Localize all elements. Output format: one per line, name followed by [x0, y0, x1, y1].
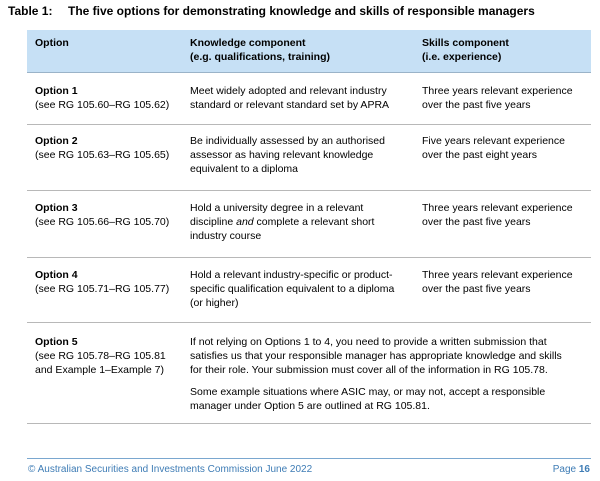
knowledge-line: Be individually assessed by an authorised: [190, 135, 385, 147]
option-cell: [35, 84, 169, 112]
option-name: Option 1: [35, 85, 78, 97]
footer-divider: [27, 458, 591, 459]
option-reference: (see RG 105.78–RG 105.81: [35, 350, 166, 362]
table-header-row: [27, 30, 591, 73]
knowledge-line: [190, 215, 425, 229]
header-skills-line2: (i.e. experience): [422, 51, 502, 63]
option-reference: (see RG 105.66–RG 105.70): [35, 216, 170, 228]
knowledge-cell: [190, 84, 425, 112]
knowledge-emphasis: and: [236, 216, 254, 228]
knowledge-line: equivalent to a diploma: [190, 163, 298, 175]
skills-line: over the past five years: [422, 99, 531, 111]
option-reference: (see RG 105.63–RG 105.65): [35, 149, 170, 161]
option-cell: [35, 268, 169, 296]
header-knowledge: [190, 36, 425, 64]
skills-cell: [422, 268, 592, 296]
option-name: Option 2: [35, 135, 78, 147]
footer-page-number: [553, 464, 590, 475]
skills-line: over the past five years: [422, 283, 531, 295]
knowledge-text: discipline: [190, 216, 237, 228]
description-line: satisfies us that your responsible manager has appropriate knowledge and skills: [190, 350, 562, 362]
option-reference: (see RG 105.71–RG 105.77): [35, 283, 170, 295]
table-row-option-5: [27, 323, 591, 424]
description-line: If not relying on Options 1 to 4, you need to provide a written submission that: [190, 336, 547, 348]
options-table: [27, 30, 591, 424]
header-skills-line1: Skills component: [422, 37, 509, 49]
description-line: Some example situations where ASIC may, or may not, accept a responsible: [190, 386, 546, 398]
knowledge-text: complete a relevant short: [253, 216, 375, 228]
skills-cell: [422, 201, 592, 229]
description-paragraph-2: [190, 385, 585, 413]
table-row-option-3: [27, 191, 591, 258]
header-skills: [422, 36, 592, 64]
skills-line: Five years relevant experience: [422, 135, 565, 147]
knowledge-line: assessor as having relevant knowledge: [190, 149, 374, 161]
skills-line: over the past five years: [422, 216, 531, 228]
option-cell: [35, 201, 169, 229]
knowledge-line: Meet widely adopted and relevant industry: [190, 85, 387, 97]
header-knowledge-line2: (e.g. qualifications, training): [190, 51, 331, 63]
page-label: Page: [552, 464, 579, 475]
option-cell: [35, 335, 166, 377]
knowledge-cell: [190, 268, 425, 310]
description-paragraph-1: [190, 335, 585, 377]
option-name: Option 5: [35, 336, 78, 348]
table-row-option-4: [27, 258, 591, 323]
knowledge-cell: [190, 134, 425, 176]
skills-line: Three years relevant experience: [422, 269, 573, 281]
footer-copyright: © Australian Securities and Investments Commission June 2022: [28, 464, 313, 475]
table-number: Table 1:: [8, 4, 53, 18]
table-row-option-2: [27, 125, 591, 191]
option-cell: [35, 134, 169, 162]
description-line: for their role. Your submission must cover all of the information in RG 105.78.: [190, 364, 548, 376]
knowledge-line: standard or relevant standard set by APRA: [190, 99, 390, 111]
option-reference: (see RG 105.60–RG 105.62): [35, 99, 170, 111]
knowledge-cell: [190, 201, 425, 243]
knowledge-line: Hold a relevant industry-specific or product-: [190, 269, 393, 281]
skills-line: Three years relevant experience: [422, 202, 573, 214]
table-title: [8, 4, 592, 18]
table-row-option-1: [27, 73, 591, 125]
option-name: Option 4: [35, 269, 78, 281]
skills-line: over the past eight years: [422, 149, 537, 161]
page-number: 16: [578, 464, 590, 475]
header-option-label: Option: [35, 37, 69, 49]
skills-cell: [422, 84, 592, 112]
knowledge-line: Hold a university degree in a relevant: [190, 202, 364, 214]
knowledge-line: specific qualification equivalent to a diploma: [190, 283, 395, 295]
header-knowledge-line1: Knowledge component: [190, 37, 306, 49]
option-reference: and Example 1–Example 7): [35, 364, 164, 376]
knowledge-line: (or higher): [190, 297, 239, 309]
skills-line: Three years relevant experience: [422, 85, 573, 97]
table-title-text: The five options for demonstrating knowledge and skills of responsible managers: [68, 4, 535, 18]
knowledge-line: industry course: [190, 230, 262, 242]
option-name: Option 3: [35, 202, 78, 214]
header-option: [35, 36, 69, 50]
option-5-description: [190, 335, 585, 413]
description-line: manager under Option 5 are outlined at RG 105.81.: [190, 400, 430, 412]
skills-cell: [422, 134, 592, 162]
